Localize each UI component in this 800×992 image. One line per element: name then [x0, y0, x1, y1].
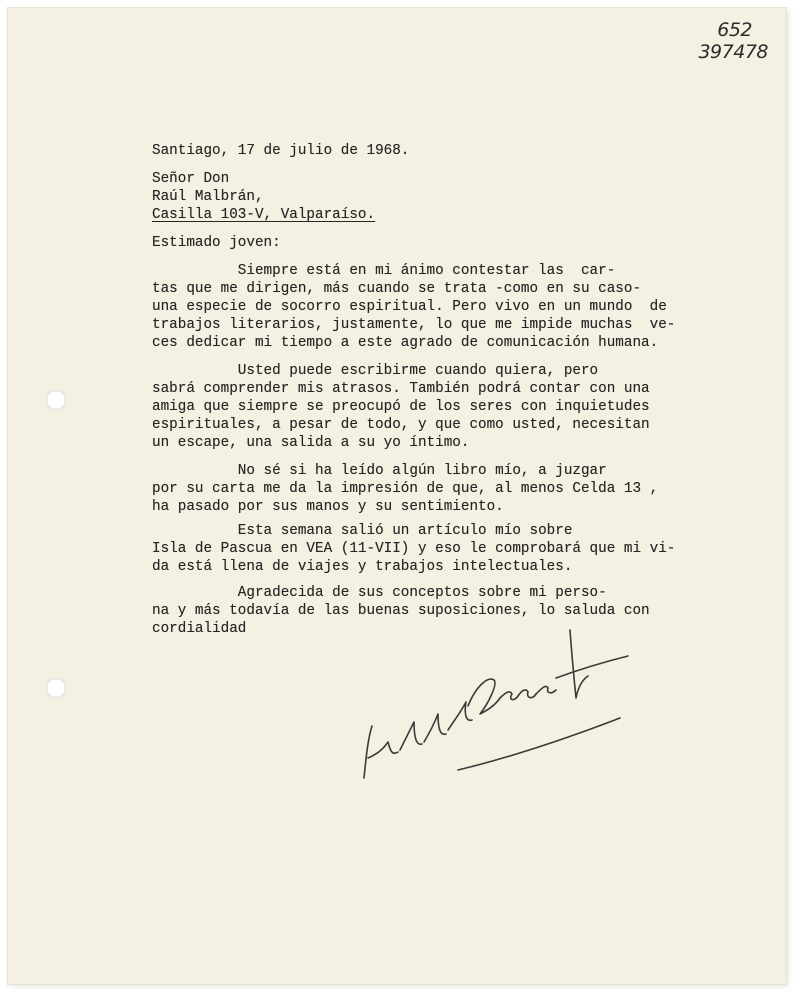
body-line: na y más todavía de las buenas suposiciones, lo saluda con	[152, 603, 650, 619]
body-line: Isla de Pascua en VEA (11-VII) y eso le comprobará que mi vi-	[152, 541, 676, 557]
body-line: No sé si ha leído algún libro mío, a juzgar	[152, 463, 607, 479]
archive-number-top: 652	[717, 19, 752, 41]
handwritten-signature	[348, 618, 638, 798]
body-line: trabajos literarios, justamente, lo que me impide muchas ve-	[152, 317, 676, 333]
body-line: Agradecida de sus conceptos sobre mi perso-	[152, 585, 607, 601]
punch-hole-top	[46, 390, 66, 410]
address-line-2: Raúl Malbrán,	[152, 189, 264, 205]
body-line: Siempre está en mi ánimo contestar las car-	[152, 263, 616, 279]
address-line-1: Señor Don	[152, 171, 230, 187]
body-line: amiga que siempre se preocupó de los seres con inquietudes	[152, 399, 650, 415]
address-line-3: Casilla 103-V, Valparaíso.	[152, 207, 376, 223]
archive-number-bottom: 397478	[698, 41, 768, 63]
body-line: ha pasado por sus manos y su sentimiento.	[152, 499, 504, 515]
salutation: Estimado joven:	[152, 235, 281, 251]
body-line: Usted puede escribirme cuando quiera, pero	[152, 363, 599, 379]
body-line: por su carta me da la impresión de que, al menos Celda 13 ,	[152, 481, 659, 497]
date-line: Santiago, 17 de julio de 1968.	[152, 143, 410, 159]
letter-page	[8, 8, 786, 984]
body-line: ces dedicar mi tiempo a este agrado de comunicación humana.	[152, 335, 659, 351]
body-line: tas que me dirigen, más cuando se trata -como en su caso-	[152, 281, 642, 297]
body-line: sabrá comprender mis atrasos. También podrá contar con una	[152, 381, 650, 397]
body-line: una especie de socorro espiritual. Pero vivo en un mundo de	[152, 299, 667, 315]
body-line: Esta semana salió un artículo mío sobre	[152, 523, 573, 539]
body-line: un escape, una salida a su yo íntimo.	[152, 435, 470, 451]
punch-hole-bottom	[46, 678, 66, 698]
body-line: espirituales, a pesar de todo, y que como usted, necesitan	[152, 417, 650, 433]
body-line: da está llena de viajes y trabajos intelectuales.	[152, 559, 573, 575]
body-line: cordialidad	[152, 621, 247, 637]
